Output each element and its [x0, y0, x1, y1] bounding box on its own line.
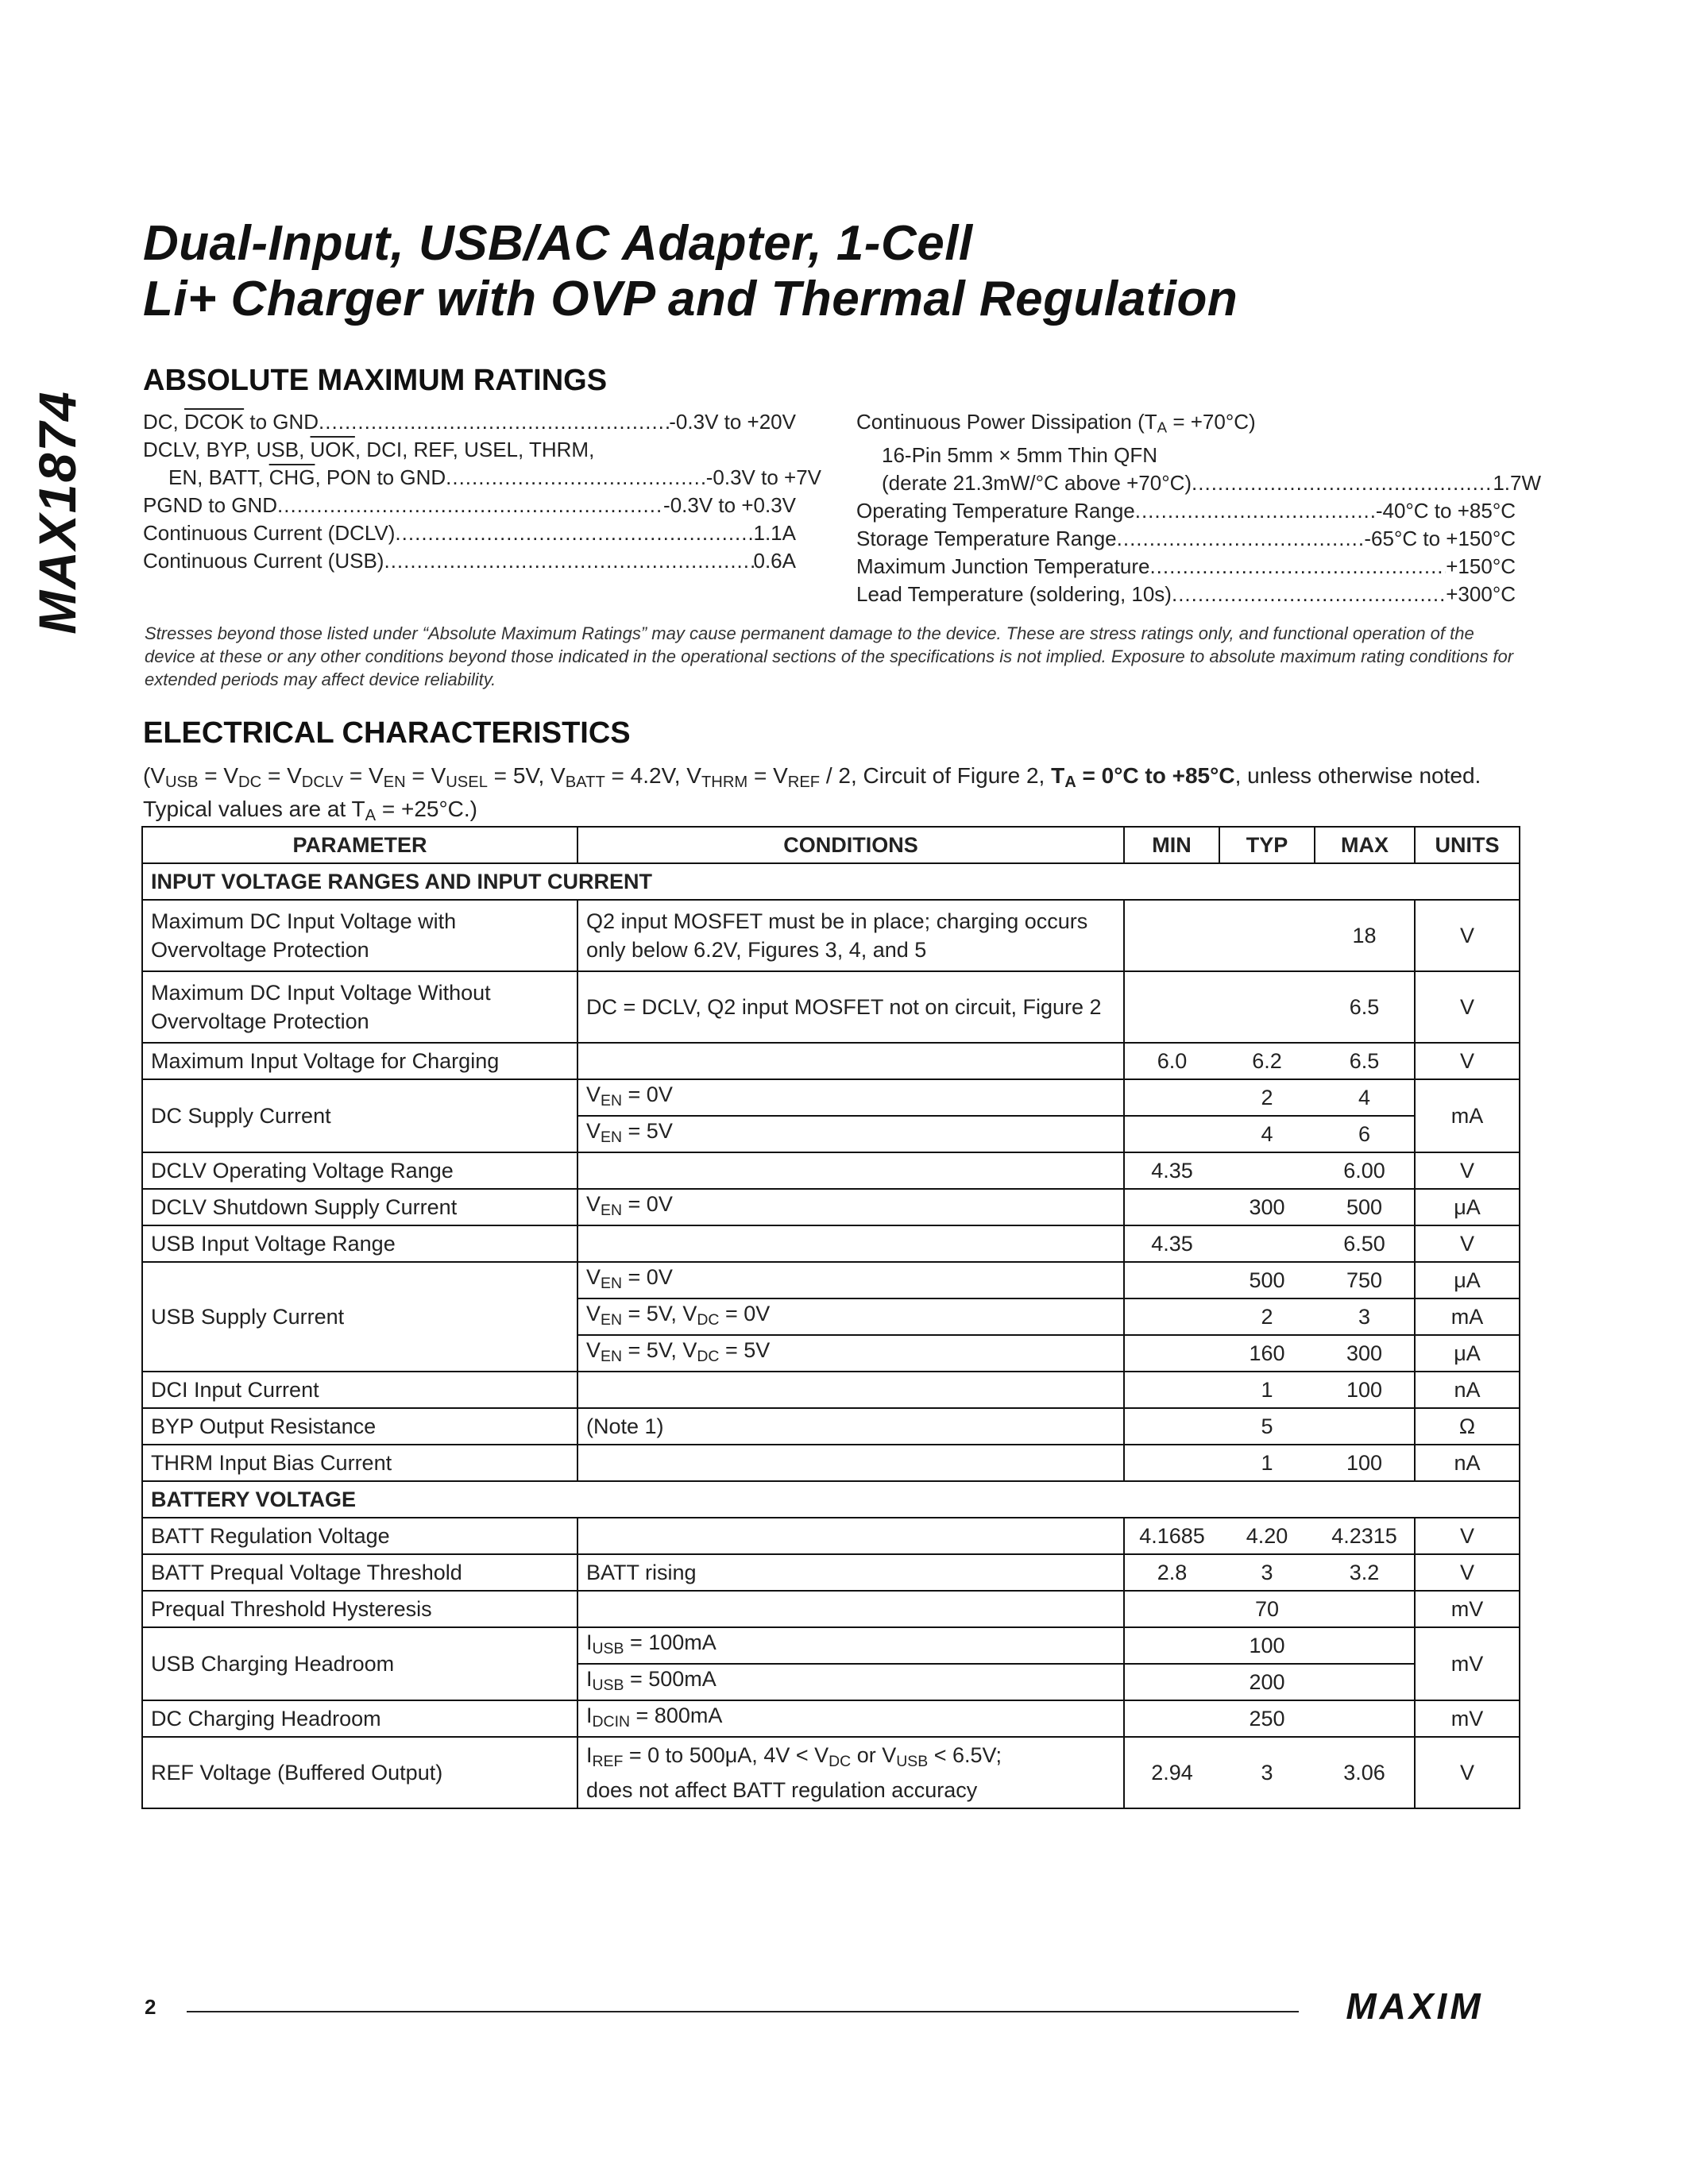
table-row: DCLV Operating Voltage Range 4.35 6.00 V	[142, 1152, 1520, 1189]
table-row: USB Input Voltage Range 4.35 6.50 V	[142, 1225, 1520, 1262]
abs-max-row: Continuous Power Dissipation $(T_A = +70^\circ C)$	[856, 410, 1256, 436]
stress-disclaimer: Stresses beyond those listed under “Absolute Maximum Ratings” may cause permanent damage to the device. These are stress ratings only, and functional operation of the device at these or any other conditions beyond those indicated in the operational sections of the specifications is not implied. Exposure to absolute maximum rating conditions for extended periods may affect device reliability.	[145, 623, 1514, 689]
table-row: DC Supply Current $V_{EN} = 0V$ 2 4 mA	[142, 1079, 1520, 1116]
maxim-logo	[1311, 1985, 1519, 2025]
abs-max-row: DCLV, BYP, USB, $\overline{UOK}$, DCI, REF, USEL, THRM,	[143, 438, 595, 461]
table-row: Maximum Input Voltage for Charging 6.0 6.2 6.5 V	[142, 1043, 1520, 1079]
abs-max-left-column	[143, 408, 821, 575]
table-header-row	[142, 827, 1520, 863]
abs-max-row: EN, BATT, $\overline{CHG}$, PON to GND ..... -0.3V to +7V	[143, 464, 821, 492]
ec-test-conditions: ($V_{USB} = V_{DC} = V_{DCLV} = V_{EN} = V_{USEL} = 5V$, $V_{BATT} = 4.2V$, $V_{THRM} = V_{REF} / 2$, Circuit of Figure 2, $T_A = 0^\circ C$ to +85°C, unless otherwise noted. Typical values are at $T_A = +25^\circ C$.)	[143, 763, 1481, 825]
abs-max-row: Operating Temperature Range ..... -40°C to +85°C	[856, 497, 1516, 525]
electrical-characteristics-table	[141, 826, 1520, 1809]
table-row: BATT Regulation Voltage 4.1685 4.20 4.2315 V	[142, 1518, 1520, 1554]
abs-max-right-column	[856, 408, 1541, 608]
abs-max-row: Lead Temperature (soldering, 10s) ..... +300°C	[856, 581, 1516, 608]
group-label: INPUT VOLTAGE RANGES AND INPUT CURRENT	[142, 863, 1520, 900]
abs-max-row: Continuous Current (DCLV) ..... 1.1A	[143, 519, 796, 547]
table-row: $V_{EN} = 5V$ 4 6	[142, 1116, 1520, 1152]
table-row: Maximum DC Input Voltage with Overvoltage Protection Q2 input MOSFET must be in place; charging occurs only below 6.2V, Figures 3, 4, and 5 18 V	[142, 900, 1520, 971]
table-row: BYP Output Resistance (Note 1) 5 Ω	[142, 1408, 1520, 1445]
abs-max-row: DC, DCOK to GND ..... -0.3V to +20V	[143, 408, 796, 436]
table-row: $V_{EN} = 5V$, $V_{DC} = 5V$ 160 300 μA	[142, 1335, 1520, 1372]
table-row: DC Charging Headroom $I_{DCIN} = 800mA$ 250 mV	[142, 1700, 1520, 1737]
footer-rule	[187, 2011, 1299, 2012]
col-header-conditions: CONDITIONS	[577, 827, 1124, 863]
group-label: BATTERY VOLTAGE	[142, 1481, 1520, 1518]
table-row: USB Charging Headroom $I_{USB} = 100mA$ 100 mV	[142, 1627, 1520, 1664]
abs-max-heading: ABSOLUTE MAXIMUM RATINGS	[143, 364, 608, 397]
table-group-row	[142, 863, 1520, 900]
ec-heading: ELECTRICAL CHARACTERISTICS	[143, 716, 631, 750]
maxim-logo-text: MAXIM	[1346, 1985, 1484, 2025]
table-row: $I_{USB} = 500mA$ 200	[142, 1664, 1520, 1700]
table-row: DCI Input Current 1 100 nA	[142, 1372, 1520, 1408]
table-row: $V_{EN} = 5V$, $V_{DC} = 0V$ 2 3 mA	[142, 1298, 1520, 1335]
abs-max-row: Continuous Current (USB) ..... 0.6A	[143, 547, 796, 575]
table-row: Maximum DC Input Voltage Without Overvoltage Protection DC = DCLV, Q2 input MOSFET not on circuit, Figure 2 6.5 V	[142, 971, 1520, 1043]
table-row: DCLV Shutdown Supply Current $V_{EN} = 0V$ 300 500 μA	[142, 1189, 1520, 1225]
side-part-number-tab	[17, 369, 97, 655]
col-header-min: MIN	[1124, 827, 1219, 863]
side-part-number: MAX1874	[28, 390, 87, 635]
page-number: 2	[145, 1995, 156, 2019]
col-header-typ: TYP	[1219, 827, 1315, 863]
table-row: REF Voltage (Buffered Output) $I_{REF} = 0$ to 500μA, $4V < V_{DC}$ or $V_{USB} < 6.5V$; does not affect BATT regulation accuracy 2.94 3 3.06 V	[142, 1737, 1520, 1808]
table-row: BATT Prequal Voltage Threshold BATT rising 2.8 3 3.2 V	[142, 1554, 1520, 1591]
abs-max-row: PGND to GND ..... -0.3V to +0.3V	[143, 492, 796, 519]
col-header-parameter: PARAMETER	[142, 827, 577, 863]
table-group-row	[142, 1481, 1520, 1518]
col-header-max: MAX	[1315, 827, 1415, 863]
abs-max-row: Storage Temperature Range ..... -65°C to +150°C	[856, 525, 1516, 553]
title-line-1: Dual-Input, USB/AC Adapter, 1-Cell	[143, 216, 973, 271]
document-title	[143, 216, 1238, 327]
abs-max-row: Maximum Junction Temperature ..... +150°C	[856, 553, 1516, 581]
table-row: USB Supply Current $V_{EN} = 0V$ 500 750 μA	[142, 1262, 1520, 1298]
title-line-2: Li+ Charger with OVP and Thermal Regulation	[143, 272, 1238, 326]
col-header-units: UNITS	[1415, 827, 1520, 863]
abs-max-row: 16-Pin 5mm × 5mm Thin QFN	[882, 442, 1158, 467]
table-row: THRM Input Bias Current 1 100 nA	[142, 1445, 1520, 1481]
abs-max-row: (derate 21.3mW/°C above +70°C) ..... 1.7W	[856, 469, 1541, 497]
table-row: Prequal Threshold Hysteresis 70 mV	[142, 1591, 1520, 1627]
